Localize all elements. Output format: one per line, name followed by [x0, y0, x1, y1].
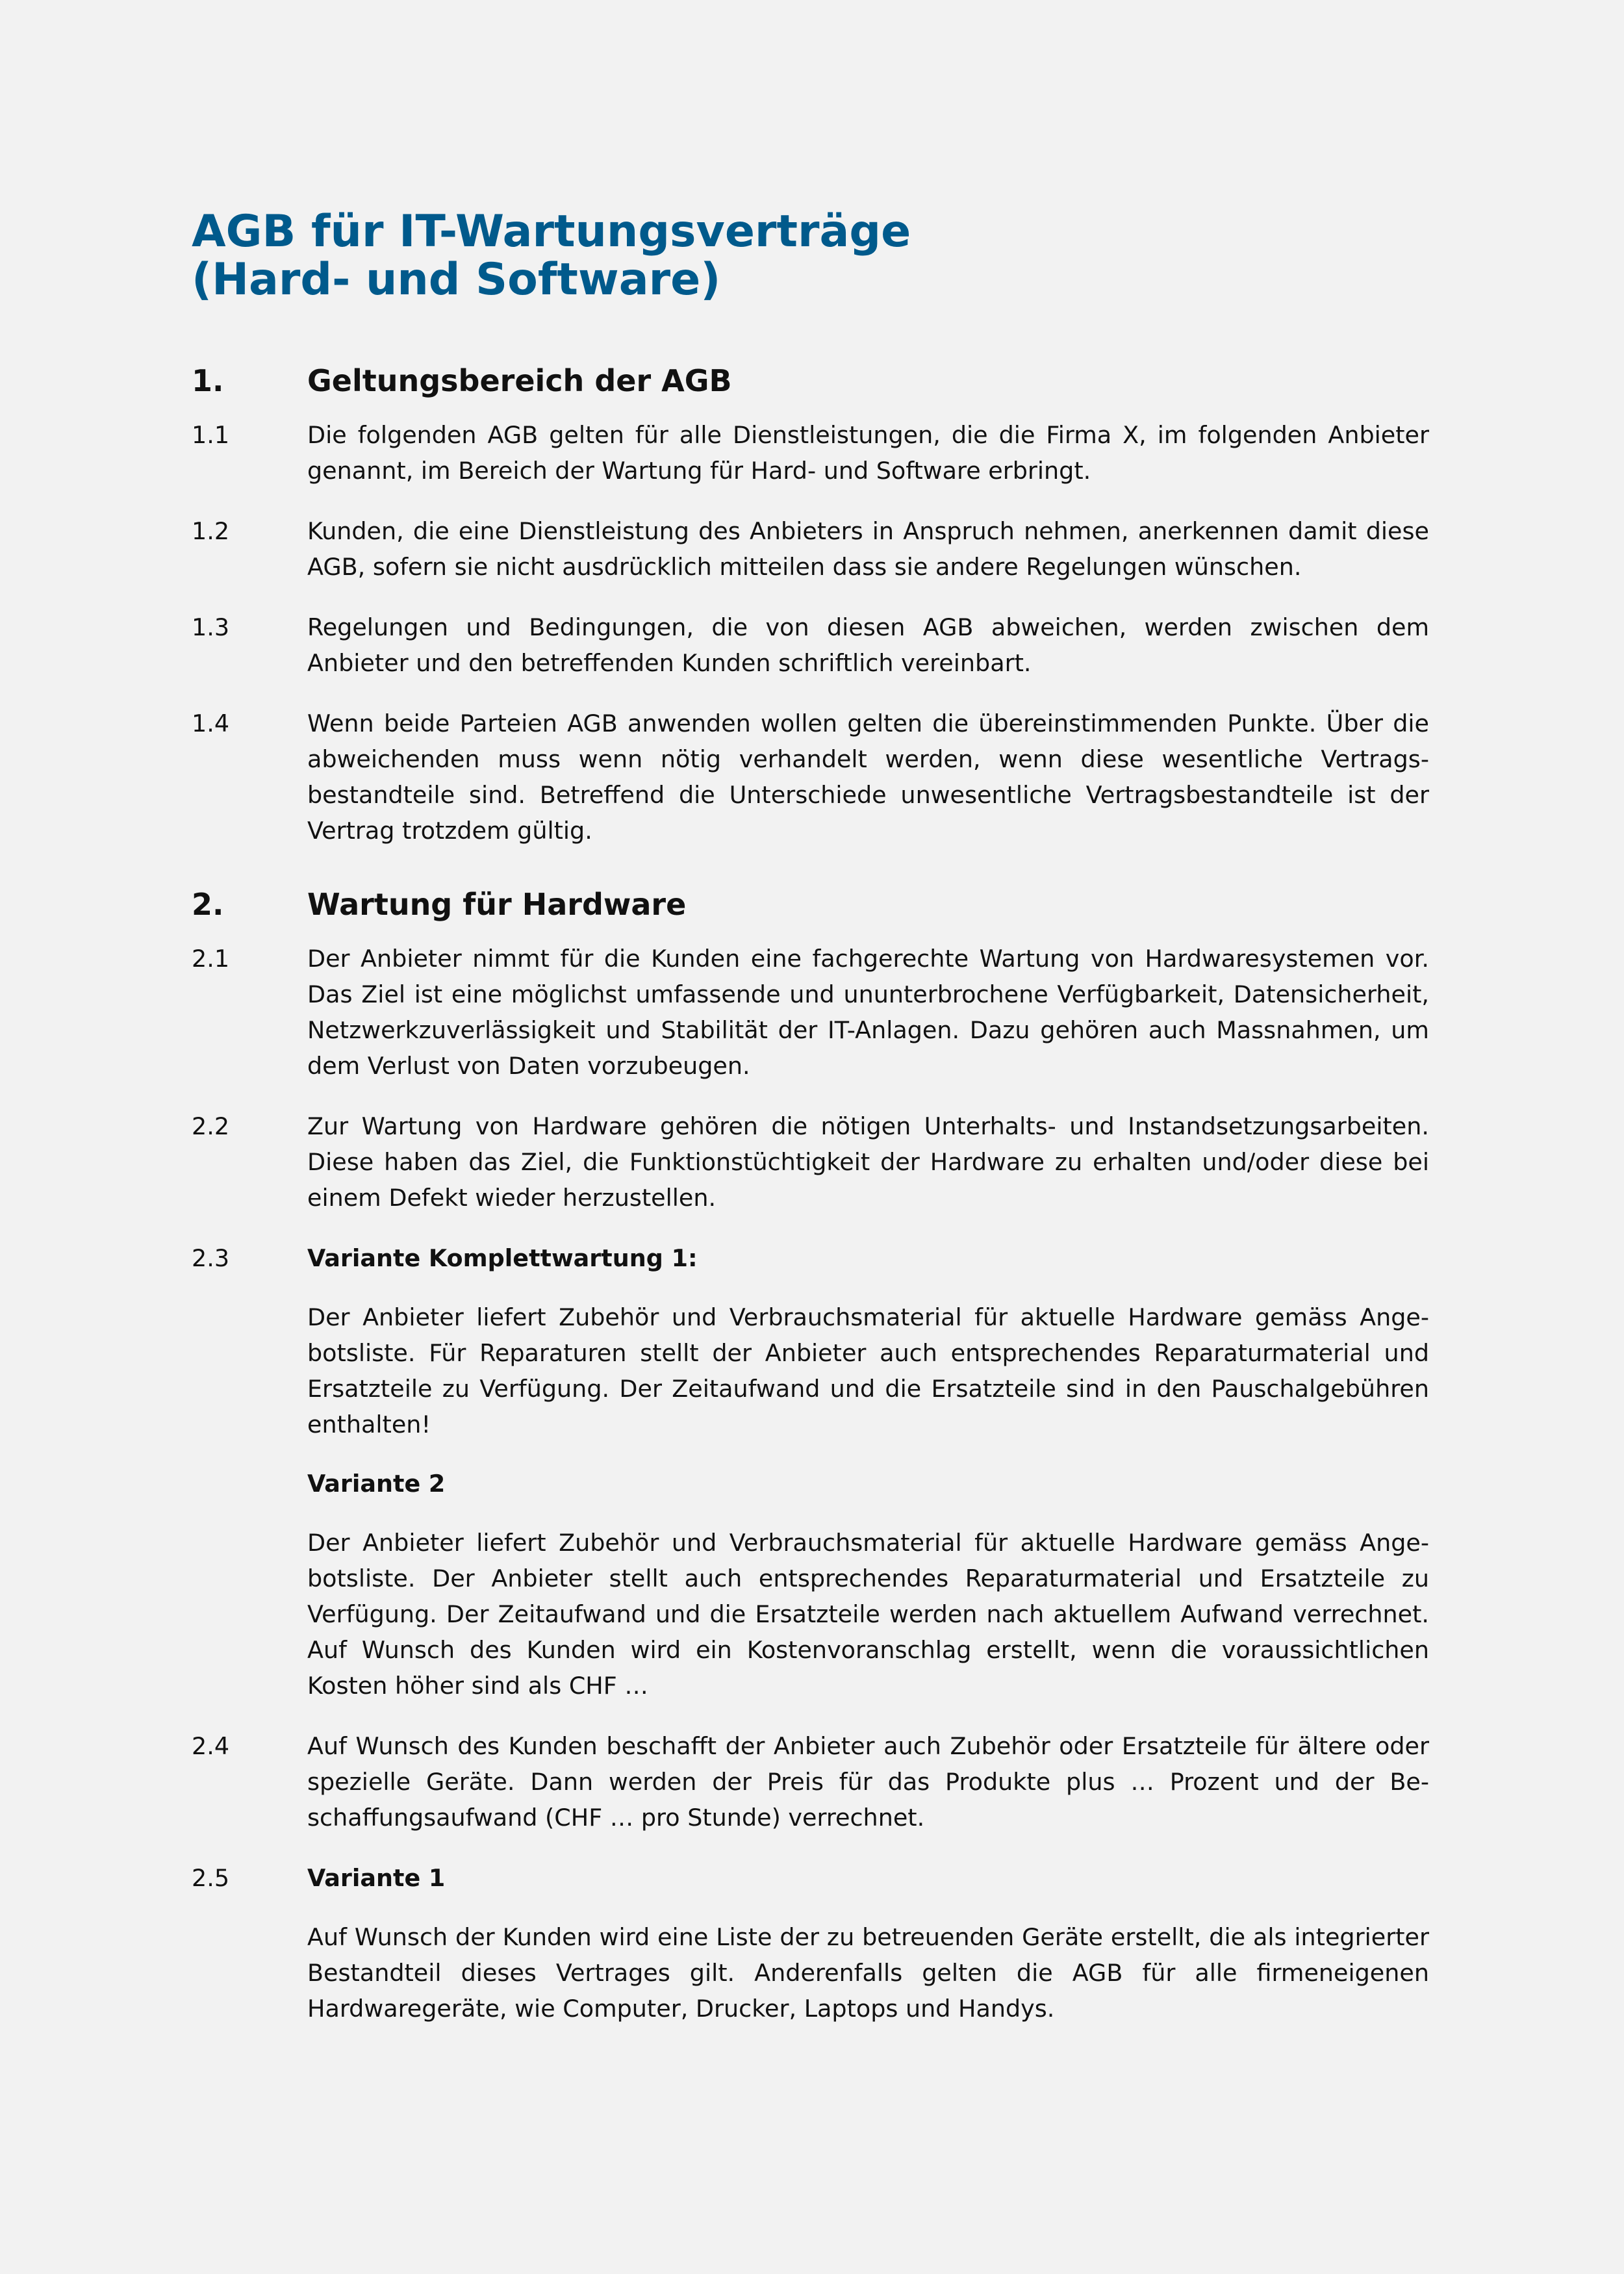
clause-number: 1.1 — [192, 421, 230, 449]
section-2 — [192, 886, 1429, 2026]
clause-2-5 — [192, 1860, 1429, 2026]
clause-number: 1.4 — [192, 709, 230, 737]
clause-number: 1.3 — [192, 613, 230, 641]
section-heading — [192, 886, 1429, 923]
variant-text: Der Anbieter liefert Zubehör und Verbrauchsmaterial für aktuelle Hardware gemäss Angebotsliste. Für Reparaturen stellt der Anbieter auch entsprechendes Reparaturmaterial und Ersatzteile zu Verfügung. Der Zeitaufwand und die Ersatzteile sind in den Pauschalgebühren enthalten! — [307, 1303, 1429, 1438]
document-title — [192, 208, 1429, 304]
clause-number: 2.2 — [192, 1112, 230, 1140]
clause-1-4 — [192, 706, 1429, 849]
document-page — [192, 208, 1429, 2051]
clause-2-4 — [192, 1728, 1429, 1835]
section-heading — [192, 363, 1429, 399]
section-number: 1. — [192, 363, 224, 398]
clause-text: Der Anbieter nimmt für die Kunden eine fachgerechte Wartung von Hardwaresystemen vor. Das Ziel ist eine möglichst umfassende und ununterbrochene Verfügbarkeit, Datensicherheit, Netzwerkzuverlässigkeit und Stabilität der IT-Anlagen. Dazu gehören auch Massnahmen, um dem Verlust von Daten vorzubeugen. — [307, 945, 1429, 1080]
clause-text: Kunden, die eine Dienstleistung des Anbieters in Anspruch nehmen, anerkennen damit diese AGB, sofern sie nicht ausdrücklich mitteilen dass sie andere Regelungen wünschen. — [307, 517, 1429, 581]
clause-2-3 — [192, 1240, 1429, 1704]
clause-1-2 — [192, 513, 1429, 585]
clause-text: Zur Wartung von Hardware gehören die nötigen Unterhalts- und Instandsetzungsarbeiten. Diese haben das Ziel, die Funktionstüchtigkeit der Hardware zu erhalten und/oder diese bei einem Defekt wieder herzustellen. — [307, 1112, 1429, 1212]
title-line-1: AGB für IT-Wartungsverträge — [192, 206, 911, 257]
section-title: Wartung für Hardware — [307, 887, 687, 922]
variant-text: Auf Wunsch der Kunden wird eine Liste der zu betreuenden Geräte erstellt, die als integrierter Bestandteil dieses Vertrages gilt. Anderenfalls gelten die AGB für alle firmeneigenen Hardwaregeräte, wie Computer, Drucker, Laptops und Handys. — [307, 1923, 1429, 2023]
clause-text: Auf Wunsch des Kunden beschafft der Anbieter auch Zubehör oder Ersatzteile für ältere oder spezielle Geräte. Dann werden der Preis für das Produkte plus … Prozent und der Beschaffungsaufwand (CHF … pro Stunde) verrechnet. — [307, 1732, 1429, 1832]
section-title: Geltungsbereich der AGB — [307, 363, 732, 398]
clause-number: 2.4 — [192, 1732, 230, 1760]
clause-text: Wenn beide Parteien AGB anwenden wollen gelten die übereinstimmenden Punkte. Über die abweichenden muss wenn nötig verhandelt werden, wenn diese wesentliche Vertragsbestandteile sind. Betreffend die Unterschiede unwesentliche Vertragsbestandteile ist der Vertrag trotzdem gültig. — [307, 709, 1429, 845]
title-line-2: (Hard- und Software) — [192, 254, 721, 305]
clause-2-1 — [192, 941, 1429, 1084]
clause-2-2 — [192, 1108, 1429, 1216]
variant-heading: Variante Komplettwartung 1: — [307, 1244, 698, 1272]
clause-number: 2.5 — [192, 1864, 230, 1892]
variant-heading: Variante 2 — [307, 1470, 446, 1498]
clause-number: 2.3 — [192, 1244, 230, 1272]
clause-1-1 — [192, 417, 1429, 489]
clause-number: 1.2 — [192, 517, 230, 545]
clause-1-3 — [192, 609, 1429, 681]
variant-heading: Variante 1 — [307, 1864, 446, 1892]
variant-text: Der Anbieter liefert Zubehör und Verbrauchsmaterial für aktuelle Hardware gemäss Angebotsliste. Der Anbieter stellt auch entsprechendes Reparaturmaterial und Ersatzteile zu Verfügung. Der Zeitaufwand und die Ersatzteile werden nach aktuellem Aufwand verrechnet. Auf Wunsch des Kunden wird ein Kostenvoranschlag erstellt, wenn die voraussichtlichen Kosten höher sind als CHF … — [307, 1529, 1429, 1700]
clause-text: Die folgenden AGB gelten für alle Dienstleistungen, die die Firma X, im folgenden Anbieter genannt, im Bereich der Wartung für Hard- und Software erbringt. — [307, 421, 1429, 485]
clause-text: Regelungen und Bedingungen, die von diesen AGB abweichen, werden zwischen dem Anbieter und den betreffenden Kunden schriftlich vereinbart. — [307, 613, 1429, 677]
section-1 — [192, 363, 1429, 849]
section-number: 2. — [192, 887, 224, 922]
clause-number: 2.1 — [192, 945, 230, 973]
